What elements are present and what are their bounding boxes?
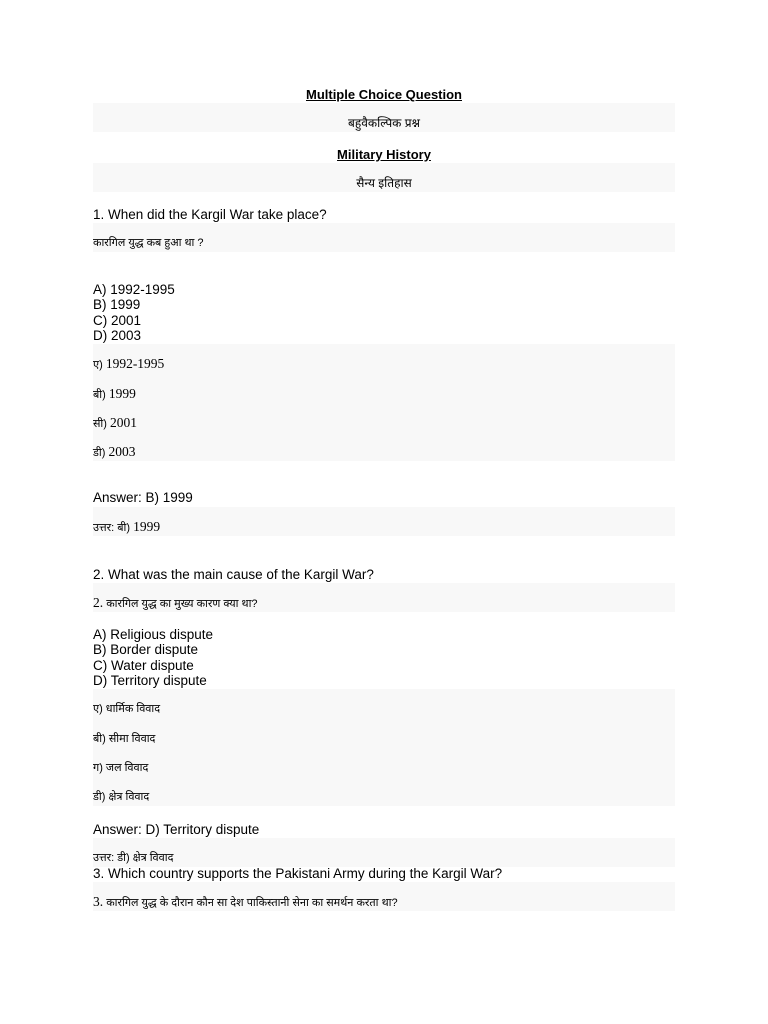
question-2: 2. What was the main cause of the Kargil War? (93, 567, 374, 582)
option-a: A) 1992-1995 (93, 282, 175, 297)
option-c-hindi (93, 415, 137, 432)
question-2-hindi-number: 2. (93, 595, 104, 610)
answer-1-hindi-prefix: उत्तर: बी) (93, 522, 131, 534)
subject-title: Military History (337, 147, 431, 162)
title-hindi-block (93, 103, 675, 132)
option-a-hindi: ए) धार्मिक विवाद (93, 703, 161, 715)
option-c-hindi-prefix: सी) (93, 418, 107, 430)
option-d-hindi-prefix: डी) (93, 447, 106, 459)
option-b-hindi (93, 386, 136, 403)
option-c-hindi-value: 2001 (110, 415, 138, 430)
question-3-hindi-block (93, 882, 675, 911)
question-2-hindi (93, 595, 258, 612)
question-2-options (93, 627, 213, 688)
answer-2-hindi: उत्तर: डी) क्षेत्र विवाद (93, 852, 174, 864)
option-a-hindi (93, 356, 164, 373)
document-title: Multiple Choice Question (305, 87, 462, 102)
option-b-hindi: बी) सीमा विवाद (93, 733, 156, 745)
question-3-hindi-text: कारगिल युद्ध के दौरान कौन सा देश पाकिस्तानी सेना का समर्थन करता था? (106, 897, 398, 909)
option-a-hindi-value: 1992-1995 (105, 356, 165, 371)
option-d: D) Territory dispute (93, 672, 207, 688)
option-c: C) 2001 (93, 312, 142, 328)
answer-1: Answer: B) 1999 (93, 490, 193, 505)
option-b-hindi-value: 1999 (108, 386, 136, 401)
question-2-hindi-text: कारगिल युद्ध का मुख्य कारण क्या था? (106, 598, 258, 610)
option-c: C) Water dispute (93, 657, 194, 673)
question-1-hindi: कारगिल युद्ध कब हुआ था ? (93, 237, 204, 249)
question-1: 1. When did the Kargil War take place? (93, 207, 327, 222)
question-2-options-hindi-block (93, 689, 675, 806)
option-d-hindi-value: 2003 (108, 444, 136, 459)
option-b: B) 1999 (93, 297, 141, 313)
answer-1-hindi-value: 1999 (133, 519, 161, 534)
answer-1-hindi (93, 519, 160, 536)
question-3-hindi-number: 3. (93, 894, 104, 909)
question-3: 3. Which country supports the Pakistani Army during the Kargil War? (93, 866, 503, 881)
answer-1-hindi-block (93, 507, 675, 536)
option-a-hindi-prefix: ए) (93, 359, 103, 371)
option-d: D) 2003 (93, 327, 142, 343)
question-1-options-hindi-block (93, 344, 675, 461)
subject-hindi-block (93, 163, 675, 192)
option-a: A) Religious dispute (93, 627, 214, 642)
question-3-hindi (93, 894, 398, 911)
answer-2: Answer: D) Territory dispute (93, 822, 260, 837)
document-title-hindi: बहुवैकल्पिक प्रश्न (347, 116, 421, 130)
option-d-hindi (93, 444, 135, 461)
answer-2-hindi-block (93, 838, 675, 867)
question-1-options (93, 282, 175, 343)
option-d-hindi: डी) क्षेत्र विवाद (93, 791, 150, 803)
option-b: B) Border dispute (93, 642, 199, 658)
option-c-hindi: ग) जल विवाद (93, 762, 149, 774)
question-2-hindi-block (93, 583, 675, 612)
subject-title-hindi: सैन्य इतिहास (356, 176, 412, 190)
question-1-hindi-block (93, 223, 675, 252)
option-b-hindi-prefix: बी) (93, 389, 106, 401)
